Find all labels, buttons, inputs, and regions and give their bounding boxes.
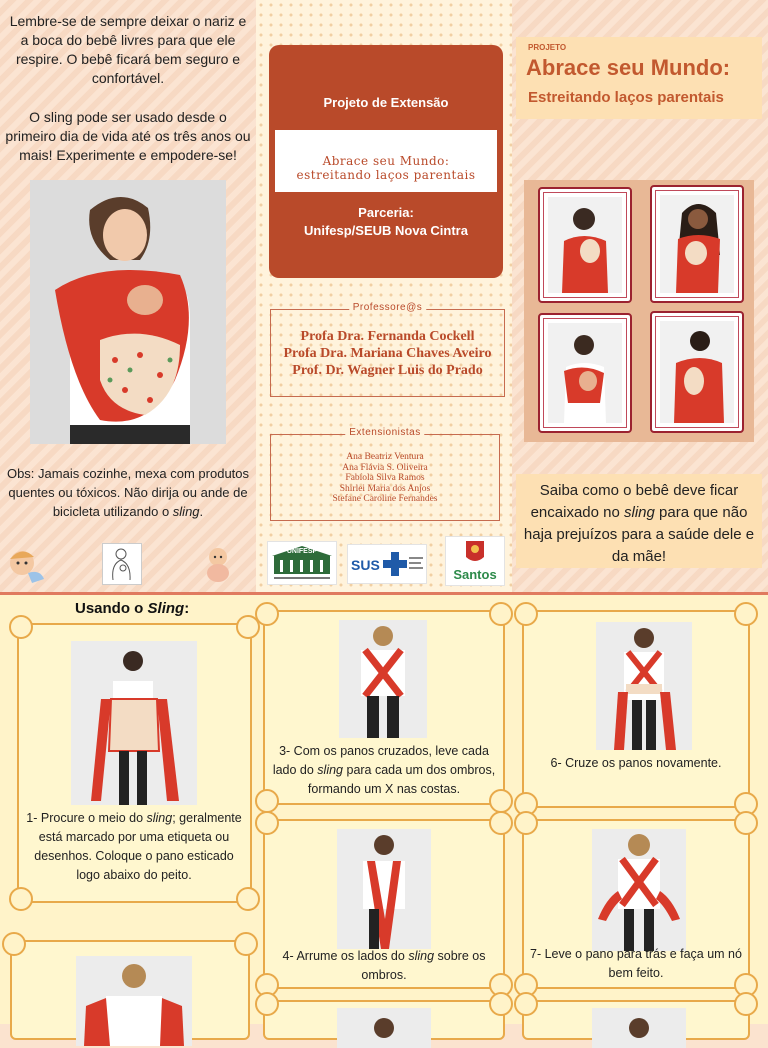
gallery-photo [650, 185, 744, 303]
photo-gallery [524, 180, 754, 442]
professors-box [270, 302, 505, 397]
professor-name: Profa Dra. Mariana Chaves Aveiro [283, 346, 492, 361]
baby-icon [4, 545, 46, 585]
extensionist-name: Stefane Caroline Fernandes [332, 494, 438, 504]
step-3-part: 3- Com os panos cruzados, leve cada lado do [272, 744, 489, 777]
step-8-photo [592, 1008, 686, 1048]
project-card [269, 45, 503, 278]
partnership-value: Unifesp/SEUB Nova Cintra [304, 223, 468, 238]
step-4-italic: sling [408, 949, 435, 963]
title-subtitle: Estreitando laços parentais [528, 89, 724, 106]
extensionists-label: Extensionistas [345, 427, 424, 438]
step-3-italic: sling [317, 763, 344, 777]
extensionist-name: Ana Beatriz Ventura [346, 452, 424, 462]
step-4-card [263, 819, 505, 989]
step-4-part: 4- Arrume os lados do [282, 949, 409, 963]
sling-info-part: para que não haja prejuízos para a saúde dele e da mãe! [523, 504, 755, 565]
left-panel [0, 0, 256, 592]
mother-illustration [30, 180, 226, 444]
santos-logo [445, 536, 505, 586]
safety-note-text: Obs: Jamais cozinhe, mexa com produtos quentes ou tóxicos. Não dirija ou ande de bicicleta utilizando o [6, 466, 250, 519]
extensionist-name: Fabíola Silva Ramos [345, 473, 425, 483]
unifesp-logo-text: UNIFESP [286, 548, 318, 555]
santos-logo-text: Santos [453, 567, 497, 582]
usage-section [0, 592, 768, 1024]
usage-heading [75, 600, 189, 617]
step-3-part: para cada um dos ombros, formando um X nas costas. [307, 763, 496, 796]
step-3-card [263, 610, 505, 805]
sling-info-text [516, 474, 762, 568]
step-3-text [269, 742, 499, 799]
baby-sitting-icon [198, 545, 238, 585]
step-1-italic: sling [146, 811, 173, 825]
project-name-box [275, 130, 497, 192]
sling-info-box [516, 474, 762, 568]
step-3-photo [339, 620, 427, 738]
step-1-part: 1- Procure o meio do [26, 811, 147, 825]
extensionists-list [271, 452, 499, 505]
usage-heading-text: Usando o [75, 600, 148, 617]
professors-label: Professore@s [349, 302, 427, 313]
project-name-line1: Abrace seu Mundo: [322, 154, 450, 168]
step-4-photo [337, 829, 431, 949]
sling-info-part: Saiba como o bebê deve ficar encaixado no [530, 482, 739, 521]
professor-name: Prof. Dr. Wagner Luis do Prado [292, 363, 483, 378]
gallery-photo [650, 311, 744, 433]
usage-paragraph: O sling pode ser usado desde o primeiro dia de vida até os três anos ou mais! Experimente e empodere-se! [5, 109, 251, 163]
title-kicker: PROJETO [528, 43, 567, 52]
step-6-text: 6- Cruze os panos novamente. [550, 756, 722, 770]
usage-heading-italic: Sling [147, 600, 185, 617]
partnership-label: Parceria: [358, 205, 414, 220]
mother-with-sling-photo [30, 180, 226, 444]
mother-baby-icon [102, 543, 142, 585]
step-1-text [23, 809, 245, 885]
step-8-card [522, 1000, 750, 1040]
step-4-part: sobre os ombros. [361, 949, 486, 982]
safety-note-sling: sling [172, 504, 200, 519]
sus-logo [347, 544, 427, 584]
step-2-card [10, 940, 250, 1040]
step-4-text [269, 947, 499, 985]
safety-note [2, 464, 254, 521]
step-1-photo [71, 641, 197, 805]
extensionists-box [270, 427, 500, 521]
extensionist-name: Ana Flávia S. Oliveira [342, 462, 428, 473]
usage-heading-colon: : [184, 600, 190, 617]
step-7-text: 7- Leve o pano para trás e faça um nó bem feito. [530, 947, 742, 980]
step-2-photo [76, 956, 192, 1046]
card-heading: Projeto de Extensão [323, 95, 449, 110]
step-1-card [17, 623, 252, 903]
step-7-photo [592, 829, 686, 951]
step-6-card [522, 610, 750, 808]
title-box [516, 37, 762, 119]
project-name-line2: estreitando laços parentais [296, 168, 476, 182]
step-1-part: ; geralmente está marcado por uma etiqueta ou desenhos. Coloque o pano esticado logo abaixo do peito. [34, 811, 242, 882]
tip-paragraph: Lembre-se de sempre deixar o nariz e a boca do bebê livres para que ele respire. O bebê ficará bem seguro e confortável. [9, 13, 247, 86]
gallery-photo [538, 187, 632, 303]
sus-logo-text: SUS [351, 557, 380, 573]
unifesp-logo [267, 541, 337, 585]
professors-list [271, 328, 504, 379]
step-5-photo [337, 1008, 431, 1048]
professor-name: Profa Dra. Fernanda Cockell [300, 329, 475, 344]
gallery-photo [538, 313, 632, 433]
step-7-card [522, 819, 750, 989]
step-5-card [263, 1000, 505, 1040]
extensionist-name: Shirlei Maria dos Anjos [339, 483, 431, 494]
step-6-photo [596, 622, 692, 750]
title-main: Abrace seu Mundo: [526, 55, 731, 80]
safety-note-end: . [199, 504, 204, 519]
sling-info-italic: sling [623, 504, 655, 521]
